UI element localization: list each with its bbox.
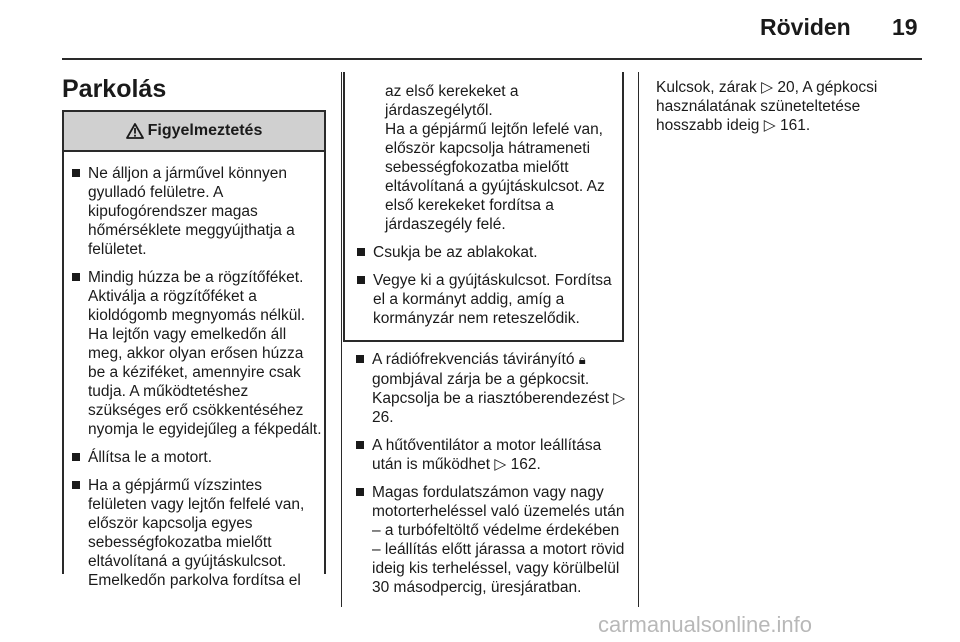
warning-continuation: az első kerekeket a járdaszegélytől. xyxy=(385,83,519,119)
page-ref-arrow-icon: ▷ xyxy=(613,389,626,407)
warning-box xyxy=(62,110,326,589)
warning-item: Csukja be az ablakokat. xyxy=(357,243,622,262)
page-ref-arrow-icon: ▷ xyxy=(494,455,507,473)
warning-header xyxy=(64,112,324,152)
page-ref-arrow-icon: ▷ xyxy=(761,78,774,96)
warning-item: Mindig húzza be a rögzítőféket. Aktiválja a rögzítőféket a kioldógomb megnyomás nélkül. Ha lejtőn vagy emelkedőn áll meg, akkor olyan erősen húzza be a kéziféket, amennyire csak tudja. A működtetéshez szükséges erő csökkentéséhez nyomja le egyidejűleg a fékpedált. xyxy=(72,268,324,439)
warning-triangle-icon xyxy=(126,123,144,139)
warning-heading: Figyelmeztetés xyxy=(147,122,263,139)
warning-item: Ne álljon a járművel könnyen gyulladó felületre. A kipufogórendszer magas hőmérséklete meggyújthatja a felületet. xyxy=(72,164,324,259)
lock-key-icon: 🔒︎ xyxy=(578,353,586,368)
watermark: carmanualsonline.info xyxy=(598,612,813,637)
section-title: Parkolás xyxy=(62,75,167,103)
page-header-title: Röviden xyxy=(760,14,851,40)
warning-item: Vegye ki a gyújtáskulcsot. Fordítsa el a kormányt addig, amíg a kormányzár nem reteszelődik. xyxy=(357,271,622,328)
list-item: A rádiófrekvenciás távirányító 🔒︎ gombjával zárja be a gépkocsit. Kapcsolja be a riasztóberendezést ▷ 26. xyxy=(356,350,626,427)
warning-item: Állítsa le a motort. xyxy=(72,448,324,467)
column-divider-1 xyxy=(341,72,342,607)
page-ref-link[interactable]: 20, A gépkocsi használatának szüneteltetése hosszabb ideig xyxy=(656,79,878,134)
parking-steps-list xyxy=(356,350,626,606)
warning-box-continued xyxy=(343,72,624,342)
page-ref-link[interactable]: 161. xyxy=(779,117,811,134)
list-item: Magas fordulatszámon vagy nagy motorterheléssel való üzemelés után – a turbófeltöltő védelme érdekében – leállítás előtt járassa a motort rövid ideig kis terheléssel, vagy körülbelül 30 másodpercig, üresjáratban. xyxy=(356,483,626,597)
page-number: 19 xyxy=(892,14,918,40)
warning-paragraph: Ha a gépjármű lejtőn lefelé van, először kapcsolja hátrameneti sebességfokozatba mielőtt eltávolítaná a gyújtáskulcsot. Az első kerekeket fordítsa a járdaszegély felé. xyxy=(385,121,605,233)
page-ref-link[interactable]: 26. xyxy=(372,409,394,426)
page-ref-link[interactable]: 162. xyxy=(510,456,541,473)
header-rule xyxy=(62,58,922,60)
column-divider-2 xyxy=(638,72,639,607)
list-item: A hűtőventilátor a motor leállítása után is működhet ▷ 162. xyxy=(356,436,626,474)
cross-reference-paragraph: Kulcsok, zárak ▷ 20, A gépkocsi használatának szüneteltetése hosszabb ideig ▷ 161. xyxy=(656,78,878,134)
warning-item: Ha a gépjármű vízszintes felületen vagy lejtőn felfelé van, először kapcsolja egyes sebességfokozatba mielőtt eltávolítaná a gyújtáskulcsot. Emelkedőn parkolva fordítsa el xyxy=(72,476,324,590)
page-ref-arrow-icon: ▷ xyxy=(763,116,776,134)
